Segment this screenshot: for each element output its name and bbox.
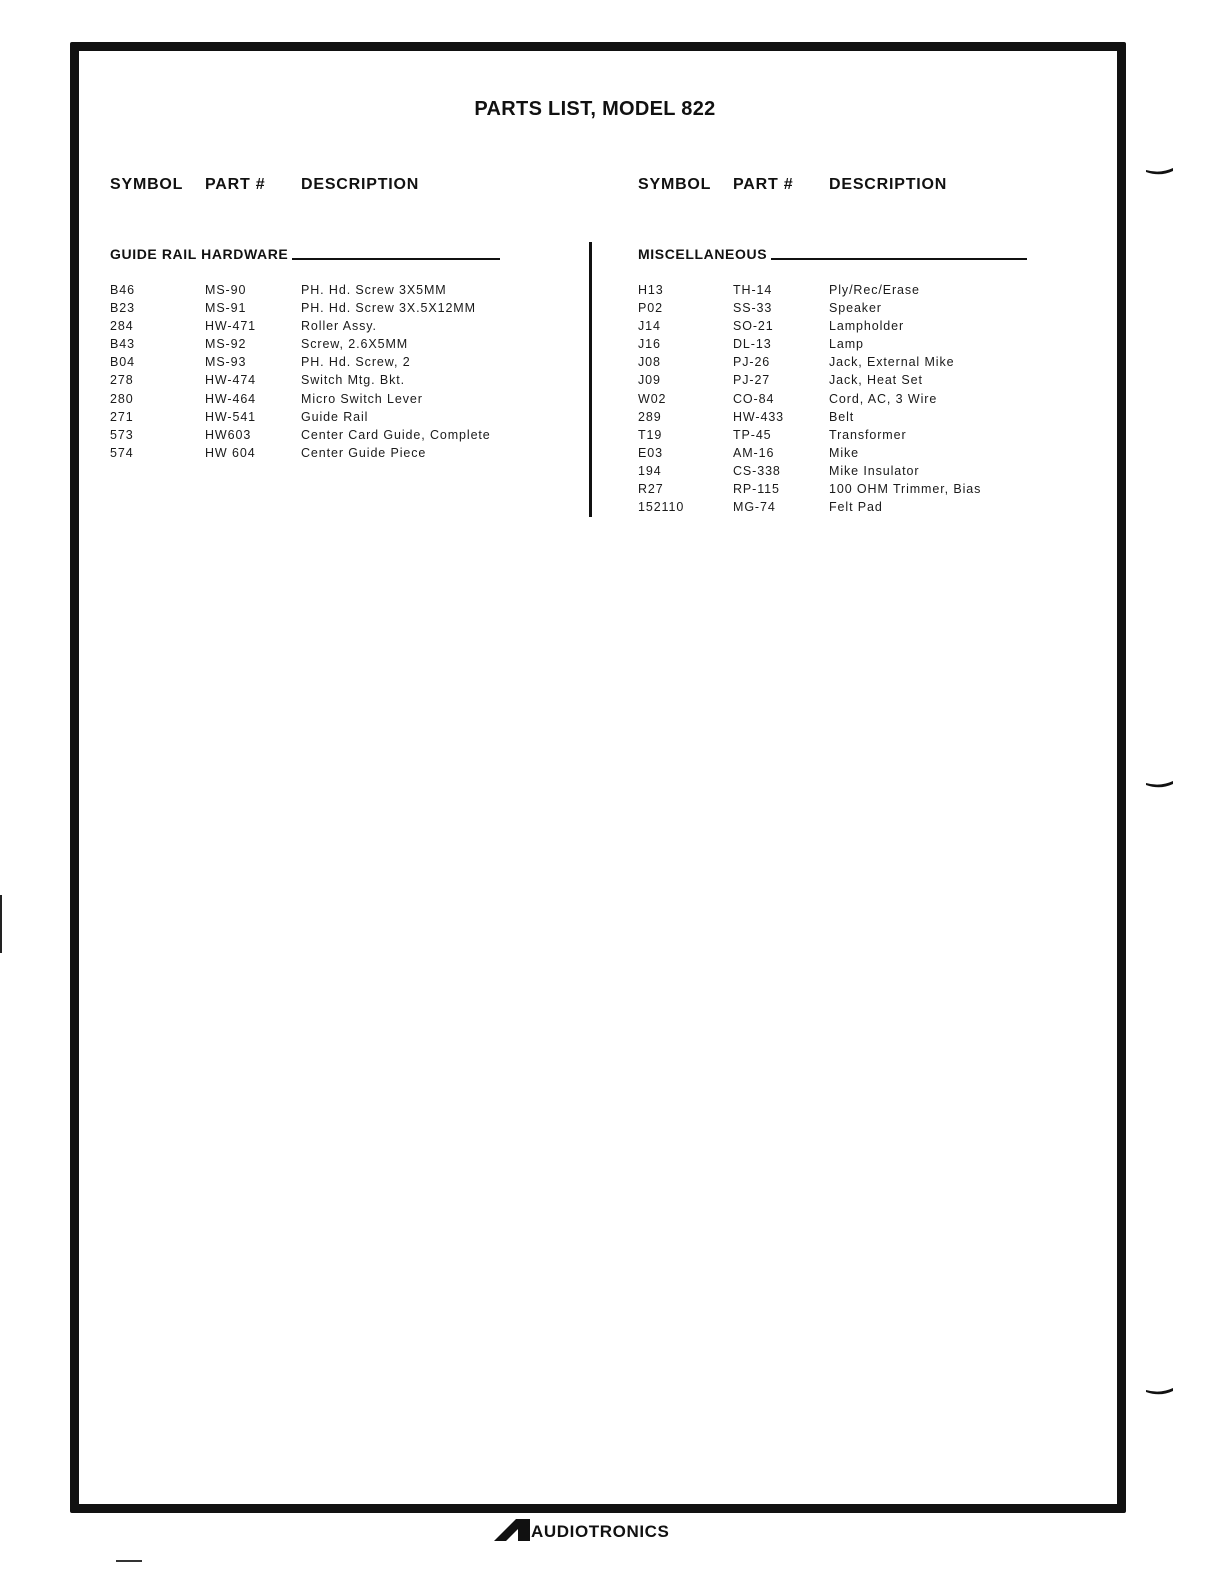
- part-number: PJ-27: [733, 373, 771, 388]
- part-description: Jack, External Mike: [829, 355, 955, 370]
- part-number: TH-14: [733, 283, 773, 297]
- scan-edge-mark: [0, 895, 2, 953]
- column-divider: [589, 242, 592, 517]
- part-description: Roller Assy.: [301, 319, 377, 334]
- part-description: Mike Insulator: [829, 463, 920, 478]
- part-number: DL-13: [733, 337, 772, 352]
- header-symbol: SYMBOL: [638, 176, 712, 193]
- part-description: Speaker: [829, 301, 882, 316]
- part-number: SS-33: [733, 301, 773, 316]
- part-number: MS-92: [205, 337, 247, 352]
- part-description: Guide Rail: [301, 409, 369, 424]
- part-number: HW603: [205, 427, 252, 442]
- part-description: Screw, 2.6X5MM: [301, 337, 409, 352]
- part-symbol: 194: [638, 463, 662, 478]
- part-description: Mike: [829, 445, 859, 460]
- part-description: Center Card Guide, Complete: [301, 427, 491, 442]
- header-part: PART #: [733, 176, 794, 193]
- header-description: DESCRIPTION: [301, 176, 420, 193]
- part-number: MG-74: [733, 500, 776, 515]
- header-part: PART #: [205, 176, 266, 193]
- section-heading-guide-rail: [110, 246, 500, 262]
- audiotronics-logo-icon: [494, 1519, 530, 1546]
- section-heading-rule: [292, 257, 500, 260]
- part-number: HW-464: [205, 391, 257, 406]
- binder-tick-mark: [1146, 1388, 1173, 1394]
- part-description: Center Guide Piece: [301, 445, 427, 460]
- part-description: Jack, Heat Set: [829, 373, 923, 388]
- part-number: HW-474: [205, 373, 257, 388]
- part-number: MS-93: [205, 355, 247, 370]
- left-parts-column: [110, 176, 530, 460]
- part-description: Micro Switch Lever: [301, 391, 423, 406]
- left-column-headers: [110, 176, 530, 198]
- part-description: PH. Hd. Screw 3X.5X12MM: [301, 301, 476, 316]
- binder-tick-mark: [1146, 781, 1173, 787]
- header-symbol: SYMBOL: [110, 176, 184, 193]
- part-symbol: 574: [110, 445, 134, 460]
- part-number: PJ-26: [733, 355, 771, 370]
- brand-name: AUDIOTRONICS: [531, 1522, 670, 1541]
- part-description: PH. Hd. Screw, 2: [301, 355, 411, 370]
- part-symbol: J08: [638, 355, 661, 370]
- part-number: HW-433: [733, 409, 785, 424]
- part-number: MS-90: [205, 283, 247, 297]
- part-symbol: W02: [638, 391, 667, 406]
- part-description: Felt Pad: [829, 500, 883, 515]
- part-symbol: J16: [638, 337, 661, 352]
- header-description: DESCRIPTION: [829, 176, 948, 193]
- right-column-headers: [638, 176, 1058, 198]
- part-number: AM-16: [733, 445, 775, 460]
- part-symbol: R27: [638, 482, 664, 497]
- part-description: Cord, AC, 3 Wire: [829, 391, 938, 406]
- part-description: Lampholder: [829, 319, 905, 334]
- part-description: PH. Hd. Screw 3X5MM: [301, 283, 447, 297]
- part-number: SO-21: [733, 319, 774, 334]
- page-frame: [70, 42, 1126, 1513]
- part-symbol: B23: [110, 301, 135, 316]
- part-number: CO-84: [733, 391, 775, 406]
- part-symbol: T19: [638, 427, 663, 442]
- part-description: Belt: [829, 409, 855, 424]
- footer-logo: [494, 1520, 669, 1544]
- part-description: Switch Mtg. Bkt.: [301, 373, 406, 388]
- part-symbol: B46: [110, 283, 135, 297]
- part-description: Transformer: [829, 427, 907, 442]
- section-heading-rule: [771, 257, 1027, 260]
- part-symbol: 271: [110, 409, 134, 424]
- section-heading-label: MISCELLANEOUS: [638, 246, 768, 262]
- part-number: HW 604: [205, 445, 256, 460]
- part-symbol: 278: [110, 373, 134, 388]
- part-symbol: H13: [638, 283, 664, 297]
- part-number: TP-45: [733, 427, 772, 442]
- page-title: PARTS LIST, MODEL 822: [474, 98, 716, 120]
- scan-artifact-mark: [116, 1560, 142, 1562]
- part-symbol: J09: [638, 373, 661, 388]
- part-number: RP-115: [733, 482, 780, 497]
- part-number: HW-541: [205, 409, 257, 424]
- right-parts-column: [638, 176, 1058, 515]
- part-symbol: E03: [638, 445, 663, 460]
- part-symbol: B43: [110, 337, 135, 352]
- part-symbol: 573: [110, 427, 134, 442]
- part-number: HW-471: [205, 319, 257, 334]
- section-heading-label: GUIDE RAIL HARDWARE: [110, 246, 289, 262]
- section-heading-miscellaneous: [638, 246, 1027, 262]
- part-description: 100 OHM Trimmer, Bias: [829, 482, 982, 497]
- part-symbol: P02: [638, 301, 663, 316]
- part-description: Ply/Rec/Erase: [829, 283, 920, 297]
- part-symbol: 284: [110, 319, 134, 334]
- part-symbol: 152110: [638, 500, 685, 515]
- part-symbol: B04: [110, 355, 135, 370]
- part-symbol: J14: [638, 319, 661, 334]
- part-number: MS-91: [205, 301, 247, 316]
- part-number: CS-338: [733, 463, 781, 478]
- binder-tick-mark: [1146, 168, 1173, 174]
- part-symbol: 280: [110, 391, 134, 406]
- part-description: Lamp: [829, 337, 864, 352]
- part-symbol: 289: [638, 409, 662, 424]
